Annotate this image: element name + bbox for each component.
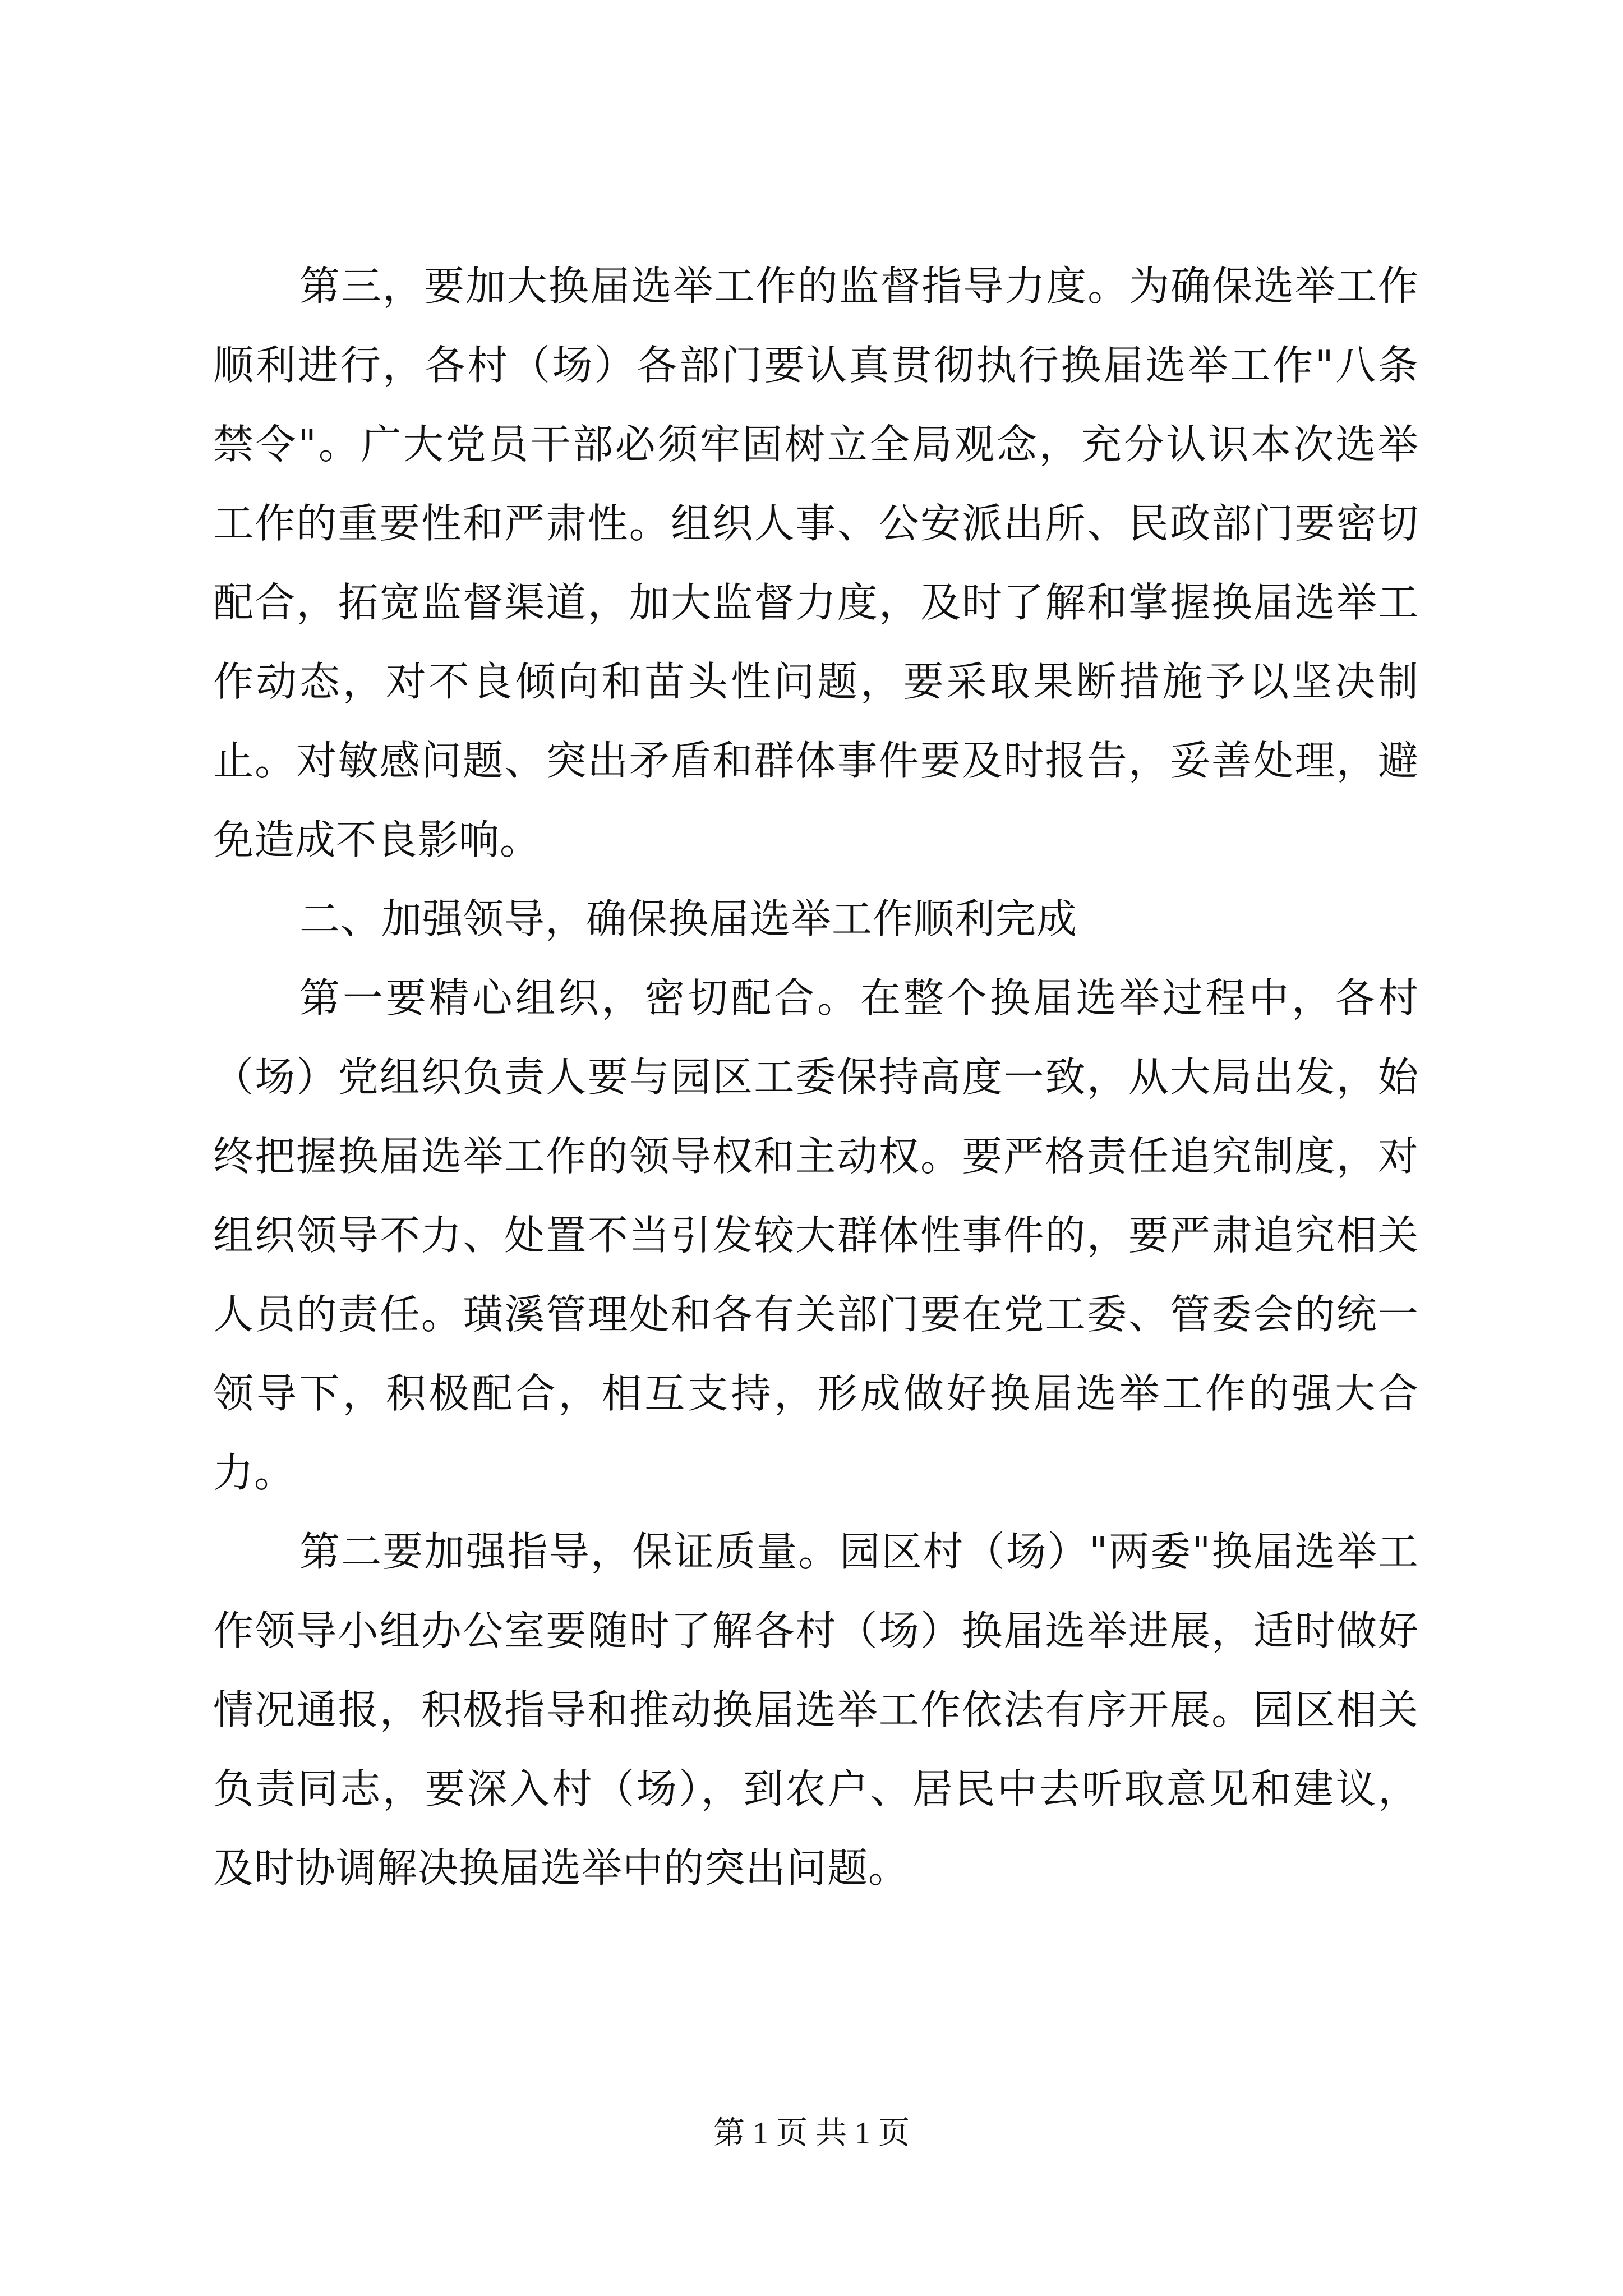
section-heading-leadership: 二、加强领导，确保换届选举工作顺利完成 [299,895,1078,942]
paragraph-guidance: 第二要加强指导，保证质量。园区村（场）"两委"换届选举工作领导小组办公室要随时了解各村（场）换届选举进展，适时做好情况通报，积极指导和推动换届选举工作依法有序开展。园区相关负责同志，要深入村（场），到农户、居民中去听取意见和建议，及时协调解决换届选举中的突出问题。 [213,1528,1419,1892]
paragraph-organization: 第一要精心组织，密切配合。在整个换届选举过程中，各村（场）党组织负责人要与园区工委保持高度一致，从大局出发，始终把握换届选举工作的领导权和主动权。要严格责任追究制度，对组织领导不力、处置不当引发较大群体性事件的，要严肃追究相关人员的责任。璜溪管理处和各有关部门要在党工委、管委会的统一领导下，积极配合，相互支持，形成做好换届选举工作的强大合力。 [213,974,1419,1496]
document-body [213,247,1419,1908]
page-number-footer: 第 1 页 共 1 页 [713,2116,910,2151]
paragraph-supervision: 第三，要加大换届选举工作的监督指导力度。为确保选举工作顺利进行，各村（场）各部门要认真贯彻执行换届选举工作"八条禁令"。广大党员干部必须牢固树立全局观念，充分认识本次选举工作的重要性和严肃性。组织人事、公安派出所、民政部门要密切配合，拓宽监督渠道，加大监督力度，及时了解和掌握换届选举工作动态，对不良倾向和苗头性问题，要采取果断措施予以坚决制止。对敏感问题、突出矛盾和群体事件要及时报告，妥善处理，避免造成不良影响。 [213,263,1419,863]
